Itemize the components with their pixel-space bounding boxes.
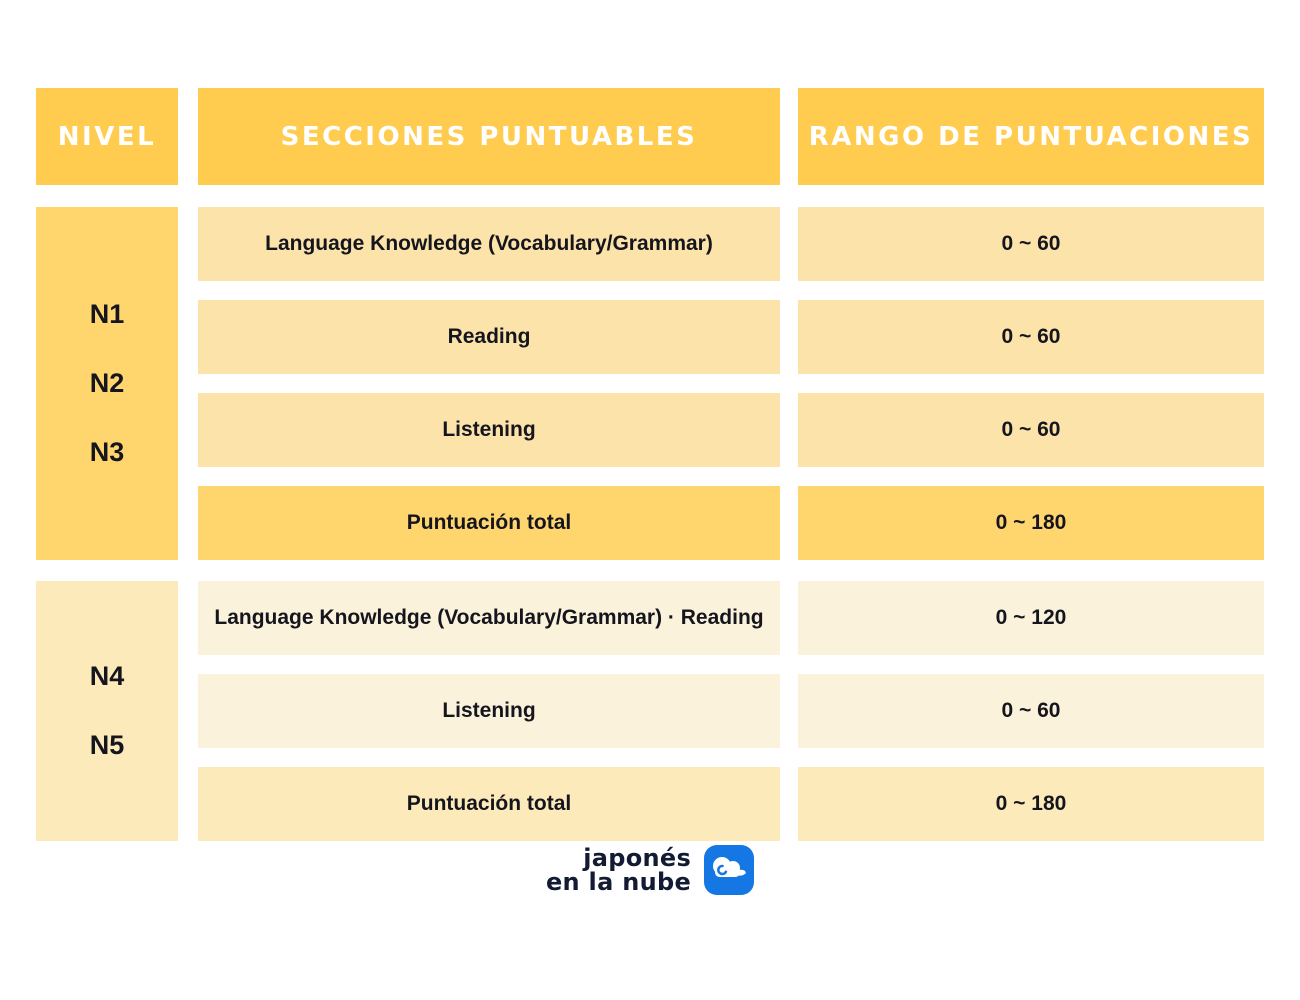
level-column-n1-n3 xyxy=(36,207,178,560)
table-row xyxy=(198,393,1264,467)
section-cell: Language Knowledge (Vocabulary/Grammar) · Reading xyxy=(198,581,780,655)
table-row xyxy=(198,674,1264,748)
table-row-total xyxy=(198,767,1264,841)
range-cell: 0 ~ 180 xyxy=(798,767,1264,841)
table-row-total xyxy=(198,486,1264,560)
table-row xyxy=(198,207,1264,281)
range-cell: 0 ~ 60 xyxy=(798,207,1264,281)
brand-line-1: japonés xyxy=(583,843,692,872)
range-cell: 0 ~ 180 xyxy=(798,486,1264,560)
brand-badge xyxy=(704,845,754,895)
section-cell: Puntuación total xyxy=(198,486,780,560)
range-cell: 0 ~ 120 xyxy=(798,581,1264,655)
section-cell: Language Knowledge (Vocabulary/Grammar) xyxy=(198,207,780,281)
level-label-n3: N3 xyxy=(89,437,125,467)
section-cell: Reading xyxy=(198,300,780,374)
brand-line-2: en la nube xyxy=(545,868,692,896)
cloud-icon xyxy=(711,855,747,885)
group-n4-n5-rows xyxy=(198,581,1264,841)
range-cell: 0 ~ 60 xyxy=(798,393,1264,467)
section-cell: Listening xyxy=(198,393,780,467)
table-row xyxy=(198,300,1264,374)
range-cell: 0 ~ 60 xyxy=(798,674,1264,748)
header-secciones-puntuables: SECCIONES PUNTUABLES xyxy=(198,88,780,185)
group-n4-n5 xyxy=(36,581,1264,841)
table-row xyxy=(198,581,1264,655)
section-cell: Listening xyxy=(198,674,780,748)
brand-logo-text xyxy=(545,843,692,896)
brand-logo xyxy=(546,845,754,895)
level-label-n1: N1 xyxy=(89,299,125,329)
header-rango-de-puntuaciones: RANGO DE PUNTUACIONES xyxy=(798,88,1264,185)
range-cell: 0 ~ 60 xyxy=(798,300,1264,374)
level-label-n2: N2 xyxy=(89,368,125,398)
level-column-n4-n5 xyxy=(36,581,178,841)
group-n1-n3 xyxy=(36,207,1264,560)
level-label-n5: N5 xyxy=(89,730,125,760)
header-nivel: NIVEL xyxy=(36,88,178,185)
section-cell: Puntuación total xyxy=(198,767,780,841)
score-table xyxy=(36,88,1264,841)
group-n1-n3-rows xyxy=(198,207,1264,560)
table-header-row xyxy=(36,88,1264,185)
level-label-n4: N4 xyxy=(89,661,125,691)
footer xyxy=(0,845,1300,895)
